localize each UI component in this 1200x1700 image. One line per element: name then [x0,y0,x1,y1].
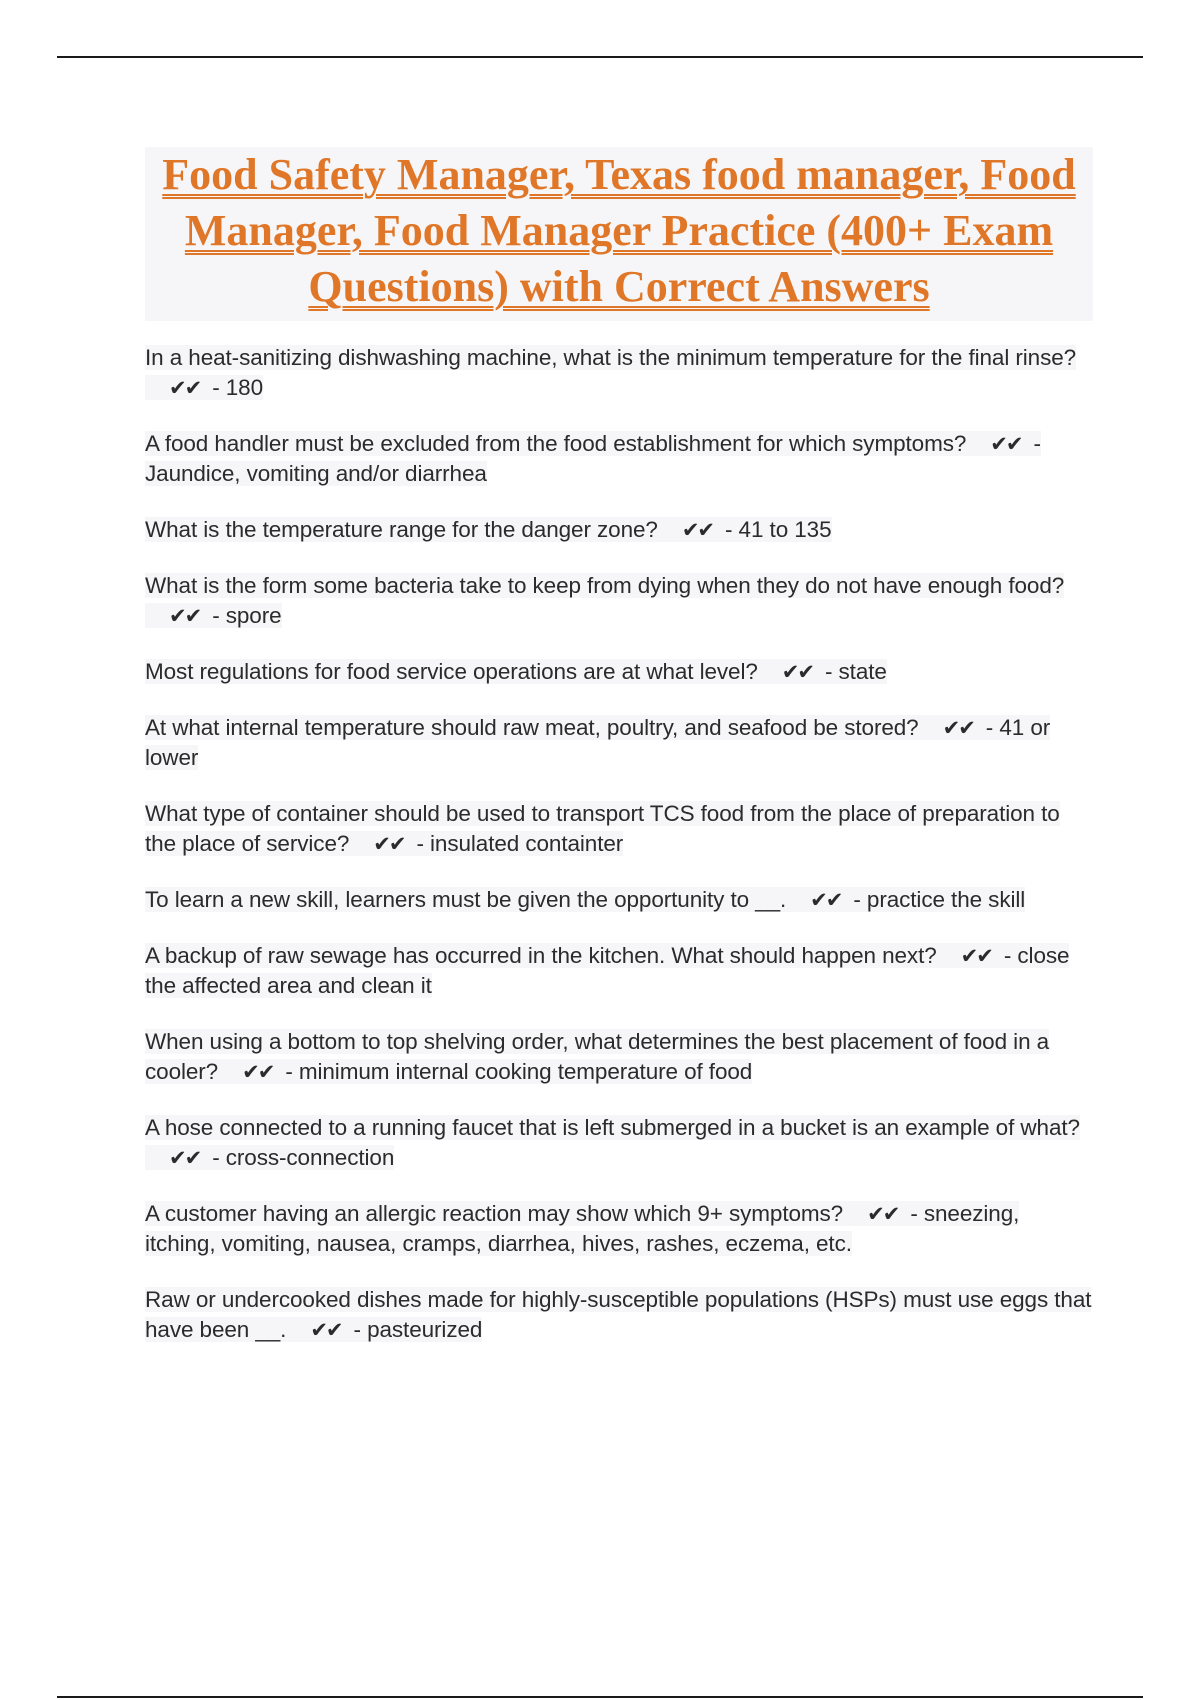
qa-item [145,1027,1093,1087]
question-text: What is the temperature range for the danger zone? [145,517,658,542]
double-checkmark-icon: ✔✔ [373,832,405,856]
document-title: Food Safety Manager, Texas food manager, Food Manager, Food Manager Practice (400+ Exam Questions) with Correct Answers [162,150,1076,311]
double-checkmark-icon: ✔✔ [169,376,201,400]
qa-item [145,657,1093,687]
qa-text [145,573,1064,628]
question-text: In a heat-sanitizing dishwashing machine, what is the minimum temperature for the final rinse? [145,345,1077,370]
answer-text: - minimum internal cooking temperature of food [285,1059,753,1084]
question-text: Most regulations for food service operations are at what level? [145,659,758,684]
qa-text [145,1115,1080,1170]
qa-item [145,1199,1093,1259]
qa-item [145,713,1093,773]
question-text: To learn a new skill, learners must be given the opportunity to __. [145,887,787,912]
answer-text: - Jaundice, vomiting and/or diarrhea [145,431,1041,486]
qa-item [145,343,1093,403]
qa-item [145,941,1093,1001]
question-text: A food handler must be excluded from the food establishment for which symptoms? [145,431,967,456]
qa-text [145,887,1025,912]
answer-text: - 41 to 135 [725,517,832,542]
qa-text [145,801,1060,856]
answer-text: - practice the skill [853,887,1026,912]
title-block [145,147,1093,321]
qa-item [145,799,1093,859]
answer-text: - sneezing, itching, vomiting, nausea, cramps, diarrhea, hives, rashes, eczema, etc. [145,1201,1020,1256]
qa-text [145,1287,1091,1342]
qa-item [145,1285,1093,1345]
double-checkmark-icon: ✔✔ [310,1318,342,1342]
qa-item [145,1113,1093,1173]
qa-item [145,571,1093,631]
question-text: A hose connected to a running faucet that is left submerged in a bucket is an example of what? [145,1115,1080,1140]
header-rule [57,56,1143,58]
double-checkmark-icon: ✔✔ [169,1146,201,1170]
question-text: Raw or undercooked dishes made for highly-susceptible populations (HSPs) must use eggs that have been __. [145,1287,1092,1342]
double-checkmark-icon: ✔✔ [942,716,974,740]
qa-text [145,659,887,684]
qa-text [145,1201,1019,1256]
answer-text: - 41 or lower [145,715,1051,770]
double-checkmark-icon: ✔✔ [681,518,714,542]
double-checkmark-icon: ✔✔ [960,944,992,968]
qa-text [145,715,1050,770]
question-text: When using a bottom to top shelving order, what determines the best placement of food in a cooler? [145,1029,1050,1084]
qa-item [145,515,1093,545]
answer-text: - spore [212,603,282,628]
question-text: A backup of raw sewage has occurred in the kitchen. What should happen next? [145,943,937,968]
qa-text [145,345,1076,400]
double-checkmark-icon: ✔✔ [169,604,201,628]
qa-text [145,943,1069,998]
answer-text: - 180 [212,375,263,400]
qa-item [145,885,1093,915]
answer-text: - state [824,659,887,684]
footer-rule [57,1696,1143,1698]
answer-text: - cross-connection [212,1145,395,1170]
question-text: What is the form some bacteria take to keep from dying when they do not have enough food? [145,573,1065,598]
question-text: A customer having an allergic reaction may show which 9+ symptoms? [145,1201,844,1226]
question-text: What type of container should be used to transport TCS food from the place of preparation to the place of service? [145,801,1060,856]
qa-list [145,343,1093,1345]
question-text: At what internal temperature should raw meat, poultry, and seafood be stored? [145,715,919,740]
qa-text [145,517,832,542]
double-checkmark-icon: ✔✔ [781,660,813,684]
double-checkmark-icon: ✔✔ [242,1060,274,1084]
double-checkmark-icon: ✔✔ [990,432,1022,456]
answer-text: - insulated containter [416,831,624,856]
answer-text: - close the affected area and clean it [145,943,1070,998]
double-checkmark-icon: ✔✔ [867,1202,899,1226]
document-body [145,147,1093,1371]
qa-text [145,1029,1049,1084]
qa-item [145,429,1093,489]
answer-text: - pasteurized [353,1317,483,1342]
double-checkmark-icon: ✔✔ [810,888,842,912]
qa-text [145,431,1041,486]
